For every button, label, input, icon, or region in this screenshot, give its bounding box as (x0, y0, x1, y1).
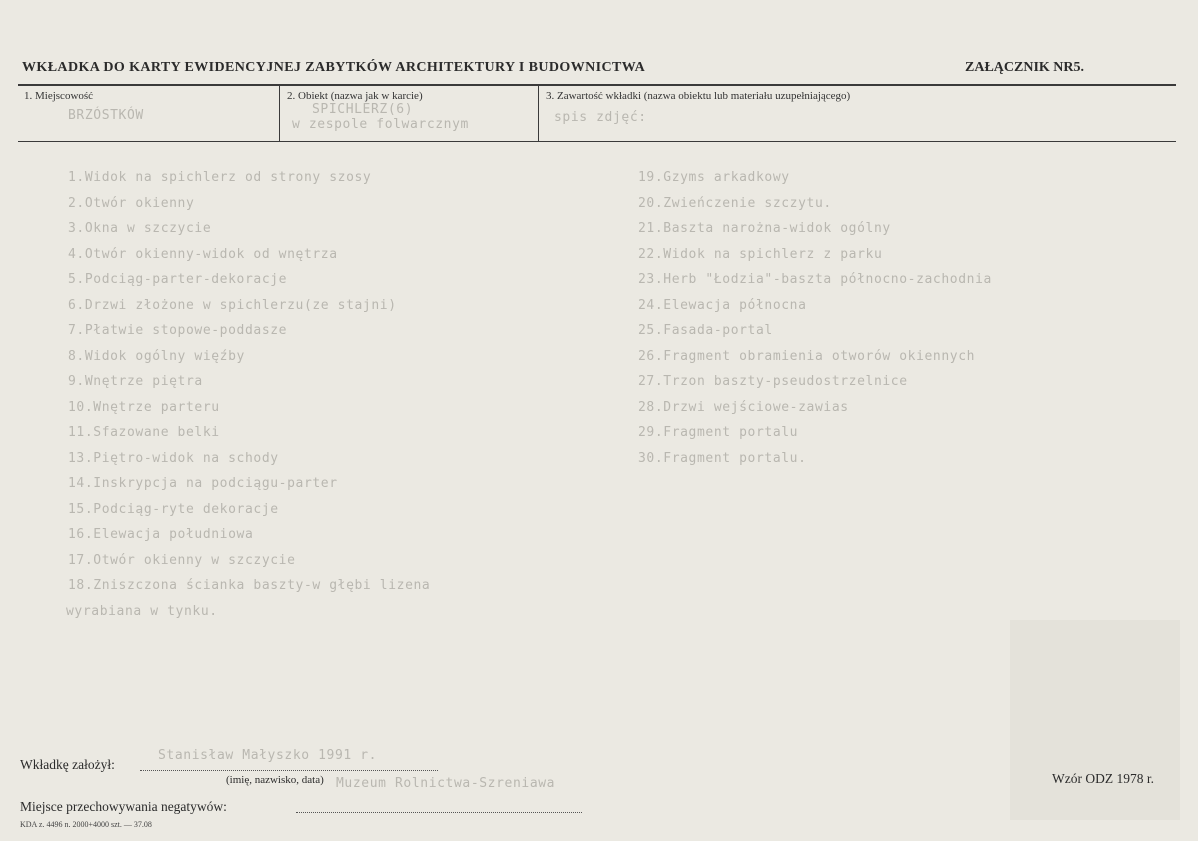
object-value-line2: w zespole folwarcznym (292, 117, 469, 132)
list-item: 28.Drzwi wejściowe-zawias (638, 399, 849, 415)
photo-list-right (638, 168, 992, 474)
print-info: KDA z. 4496 n. 2000+4000 szt. — 37.08 (20, 820, 152, 829)
list-item: 24.Elewacja północna (638, 297, 807, 313)
list-item: 7.Płatwie stopowe-poddasze (68, 323, 288, 338)
list-item: 10.Wnętrze parteru (68, 399, 220, 415)
location-value: BRZÓSTKÓW (68, 108, 144, 123)
list-item: 23.Herb "Łodzia"-baszta północno-zachodnia (638, 272, 992, 287)
object-label: 2. Obiekt (nazwa jak w karcie) (287, 90, 423, 102)
list-item: 16.Elewacja południowa (68, 527, 254, 542)
list-item: 6.Drzwi złożone w spichlerzu(ze stajni) (68, 297, 397, 313)
list-item: 27.Trzon baszty-pseudostrzelnice (638, 374, 908, 389)
list-item: 4.Otwór okienny-widok od wnętrza (68, 246, 338, 262)
photo-list-left (68, 168, 430, 627)
list-item: 11.Sfazowane belki (68, 425, 220, 440)
negatives-dotted-line (296, 812, 582, 813)
list-item: 20.Zwieńczenie szczytu. (638, 195, 832, 211)
list-item: 14.Inskrypcja na podciągu-parter (68, 476, 338, 491)
list-item: 25.Fasada-portal (638, 323, 773, 338)
list-item-continuation: wyrabiana w tynku. (66, 603, 218, 619)
list-item: 3.Okna w szczycie (68, 221, 212, 236)
location-label: 1. Miejscowość (24, 90, 94, 102)
content-label: 3. Zawartość wkładki (nazwa obiektu lub materiału uzupełniającego) (546, 90, 851, 102)
top-rule (18, 84, 1176, 86)
column-divider (538, 86, 539, 141)
list-item: 1.Widok na spichlerz od strony szosy (68, 170, 372, 185)
list-item: 8.Widok ogólny więźby (68, 348, 245, 364)
list-item: 19.Gzyms arkadkowy (638, 170, 790, 185)
object-value-line1: SPICHLERZ(6) (312, 102, 414, 117)
list-item: 9.Wnętrze piętra (68, 374, 203, 389)
list-item: 5.Podciąg-parter-dekoracje (68, 272, 288, 287)
header-bottom-rule (18, 141, 1176, 142)
form-model: Wzór ODZ 1978 r. (1052, 771, 1154, 786)
negatives-label: Miejsce przechowywania negatywów: (20, 799, 227, 814)
list-item: 2.Otwór okienny (68, 195, 195, 211)
content-value: spis zdjęć: (554, 110, 647, 125)
list-item: 26.Fragment obramienia otworów okiennych (638, 348, 976, 364)
list-item: 30.Fragment portalu. (638, 450, 807, 466)
author-hint: (imię, nazwisko, data) (226, 774, 324, 786)
paper-stain (1010, 620, 1180, 820)
list-item: 13.Piętro-widok na schody (68, 450, 279, 466)
form-title: WKŁADKA DO KARTY EWIDENCYJNEJ ZABYTKÓW ARCHITEKTURY I BUDOWNICTWA (22, 60, 646, 75)
column-divider (279, 86, 280, 141)
list-item: 17.Otwór okienny w szczycie (68, 552, 296, 568)
list-item: 15.Podciąg-ryte dekoracje (68, 501, 279, 517)
list-item: 21.Baszta narożna-widok ogólny (638, 221, 891, 236)
list-item: 22.Widok na spichlerz z parku (638, 246, 883, 262)
negatives-value: Muzeum Rolnictwa-Szreniawa (336, 776, 556, 791)
annex-number: ZAŁĄCZNIK NR5. (965, 60, 1085, 75)
author-dotted-line (140, 770, 438, 771)
author-value: Stanisław Małyszko 1991 r. (158, 748, 378, 763)
list-item: 29.Fragment portalu (638, 425, 799, 440)
author-label: Wkładkę założył: (20, 757, 115, 772)
list-item: 18.Zniszczona ścianka baszty-w głębi lizena (68, 578, 431, 593)
